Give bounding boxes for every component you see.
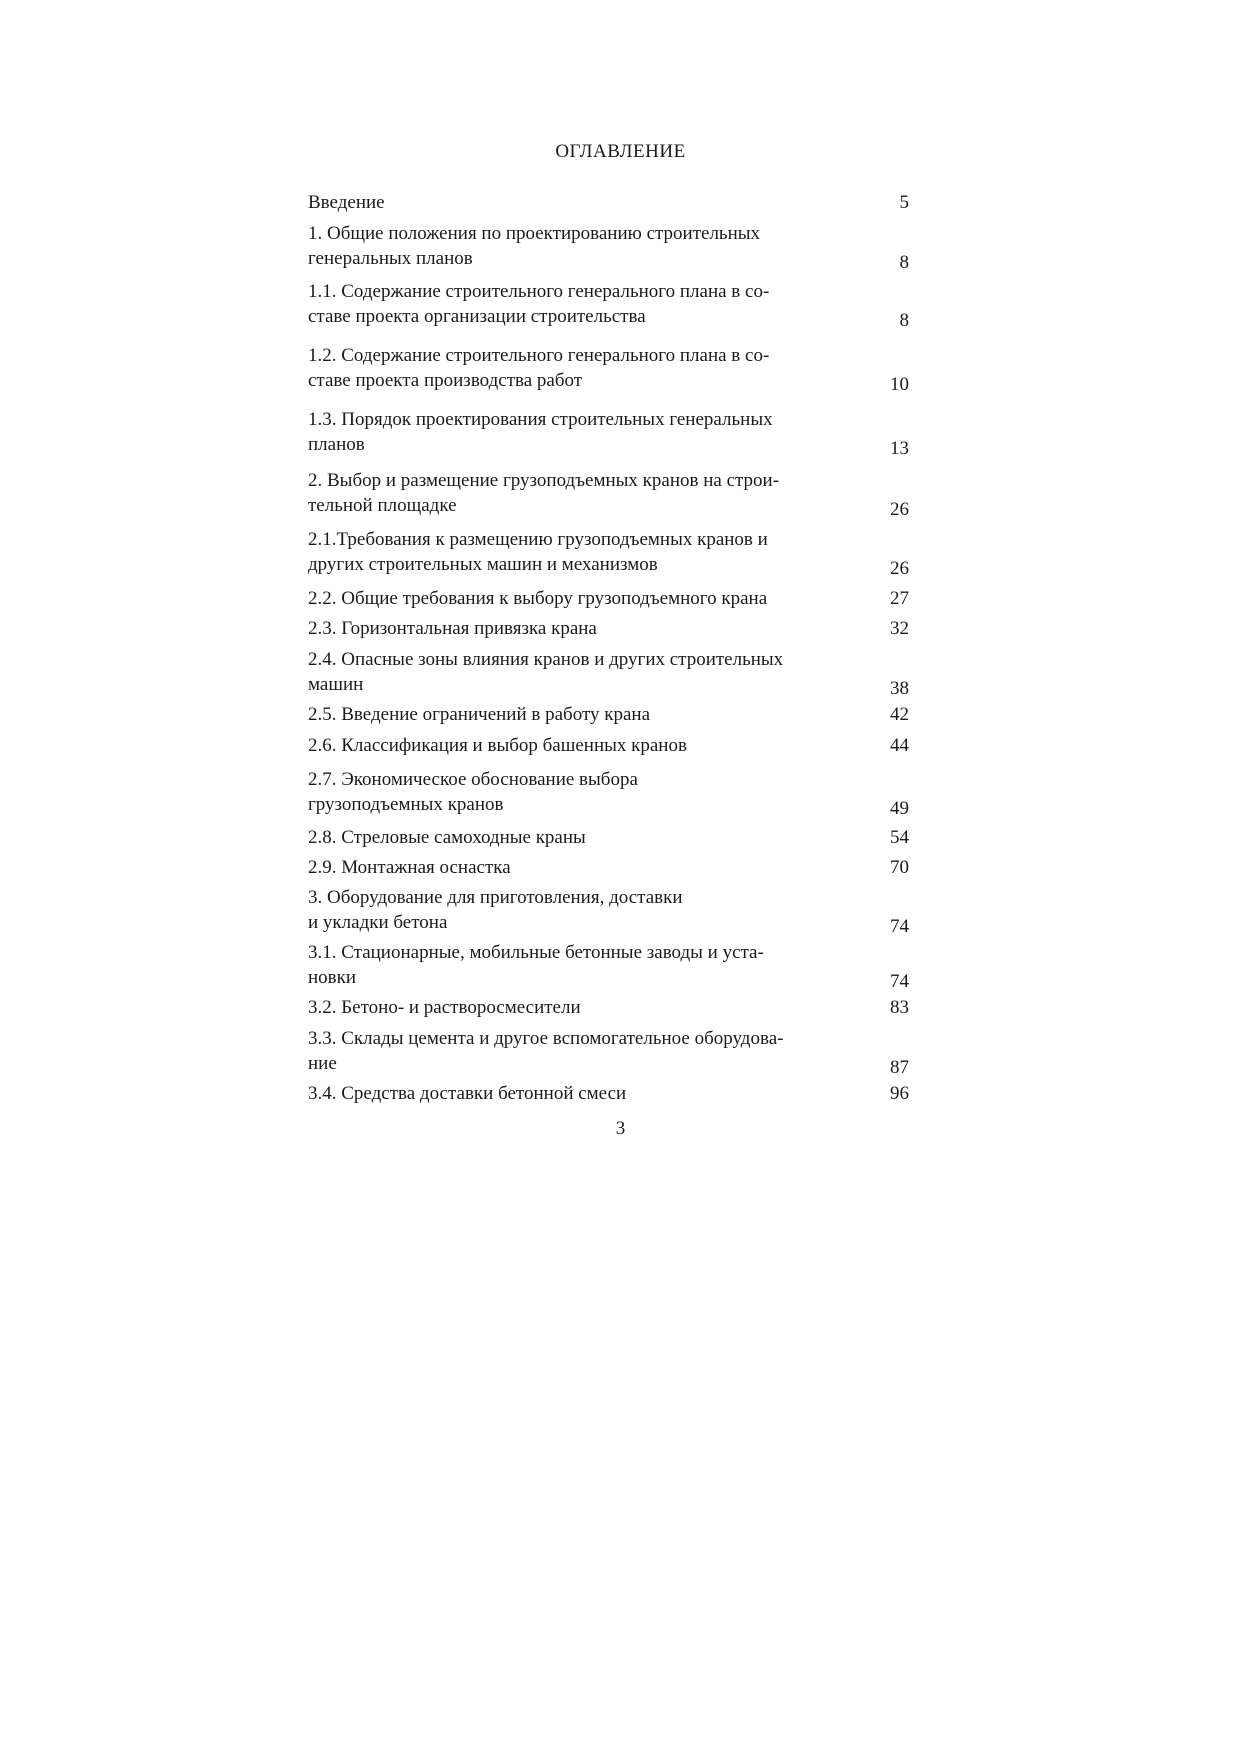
toc-entry xyxy=(308,1081,913,1106)
toc-entry xyxy=(308,527,913,577)
toc-entry-text: 1.3. Порядок проектирования строительных генеральных планов xyxy=(308,409,773,455)
toc-entry-text: 2.5. Введение ограничений в работу крана xyxy=(308,704,651,725)
toc-entry-text: 2.6. Классификация и выбор башенных кранов xyxy=(308,735,687,756)
toc-entry-text: 1.2. Содержание строительного генерального плана в со- ставе проекта производства работ xyxy=(308,345,770,391)
toc-entry xyxy=(308,190,913,215)
toc-entry-page: 26 xyxy=(890,499,909,520)
toc-entry xyxy=(308,343,913,393)
toc-entry-text: 3.4. Средства доставки бетонной смеси xyxy=(308,1083,627,1104)
toc-entry-text: Введение xyxy=(308,192,385,213)
toc-entry-text: 3.1. Стационарные, мобильные бетонные заводы и уста- новки xyxy=(308,942,764,988)
toc-entry-text: 3. Оборудование для приготовления, доставки и укладки бетона xyxy=(308,887,683,933)
table-of-contents xyxy=(308,190,913,1106)
toc-entry-page: 8 xyxy=(899,310,909,331)
toc-entry xyxy=(308,855,913,880)
toc-entry-page: 87 xyxy=(890,1057,909,1078)
toc-entry xyxy=(308,221,913,271)
page-number: 3 xyxy=(615,1118,626,1139)
toc-entry-page: 10 xyxy=(890,374,909,395)
toc-entry xyxy=(308,468,913,518)
toc-entry-page: 38 xyxy=(890,678,909,699)
toc-entry-text: 2.3. Горизонтальная привязка крана xyxy=(308,618,597,639)
toc-entry-page: 13 xyxy=(890,438,909,459)
toc-entry xyxy=(308,995,913,1020)
toc-entry xyxy=(308,586,913,611)
toc-entry-page: 74 xyxy=(890,916,909,937)
toc-entry xyxy=(308,1026,913,1076)
toc-entry-page: 32 xyxy=(890,618,909,639)
toc-entry-page: 26 xyxy=(890,558,909,579)
toc-entry xyxy=(308,885,913,935)
toc-entry-text: 2. Выбор и размещение грузоподъемных кранов на строи- тельной площадке xyxy=(308,470,780,516)
toc-entry-page: 44 xyxy=(890,735,909,756)
toc-entry-text: 3.2. Бетоно- и растворосмесители xyxy=(308,997,581,1018)
toc-entry-page: 83 xyxy=(890,997,909,1018)
toc-entry xyxy=(308,733,913,758)
toc-entry xyxy=(308,767,913,817)
toc-entry xyxy=(308,279,913,329)
toc-entry-text: 2.1.Требования к размещению грузоподъемных кранов и других строительных машин и механизмов xyxy=(308,529,768,575)
toc-entry xyxy=(308,702,913,727)
toc-entry-text: 2.8. Стреловые самоходные краны xyxy=(308,827,586,848)
toc-entry-page: 5 xyxy=(899,192,909,213)
toc-entry-text: 2.7. Экономическое обоснование выбора грузоподъемных кранов xyxy=(308,769,638,815)
toc-entry xyxy=(308,647,913,697)
toc-entry-text: 2.9. Монтажная оснастка xyxy=(308,857,511,878)
toc-entry-text: 1. Общие положения по проектированию строительных генеральных планов xyxy=(308,223,761,269)
toc-entry xyxy=(308,616,913,641)
toc-entry-page: 74 xyxy=(890,971,909,992)
toc-entry-page: 8 xyxy=(899,252,909,273)
toc-entry-page: 42 xyxy=(890,704,909,725)
toc-entry-text: 1.1. Содержание строительного генерального плана в со- ставе проекта организации строительства xyxy=(308,281,770,327)
toc-entry-text: 2.2. Общие требования к выбору грузоподъемного крана xyxy=(308,588,768,609)
page-title: ОГЛАВЛЕНИЕ xyxy=(555,141,686,162)
toc-entry-page: 49 xyxy=(890,798,909,819)
toc-entry xyxy=(308,407,913,457)
toc-entry-page: 54 xyxy=(890,827,909,848)
toc-entry-page: 70 xyxy=(890,857,909,878)
toc-entry-text: 3.3. Склады цемента и другое вспомогательное оборудова- ние xyxy=(308,1028,784,1074)
toc-entry xyxy=(308,940,913,990)
toc-entry-text: 2.4. Опасные зоны влияния кранов и других строительных машин xyxy=(308,649,784,695)
toc-entry-page: 27 xyxy=(890,588,909,609)
toc-entry xyxy=(308,825,913,850)
toc-entry-page: 96 xyxy=(890,1083,909,1104)
